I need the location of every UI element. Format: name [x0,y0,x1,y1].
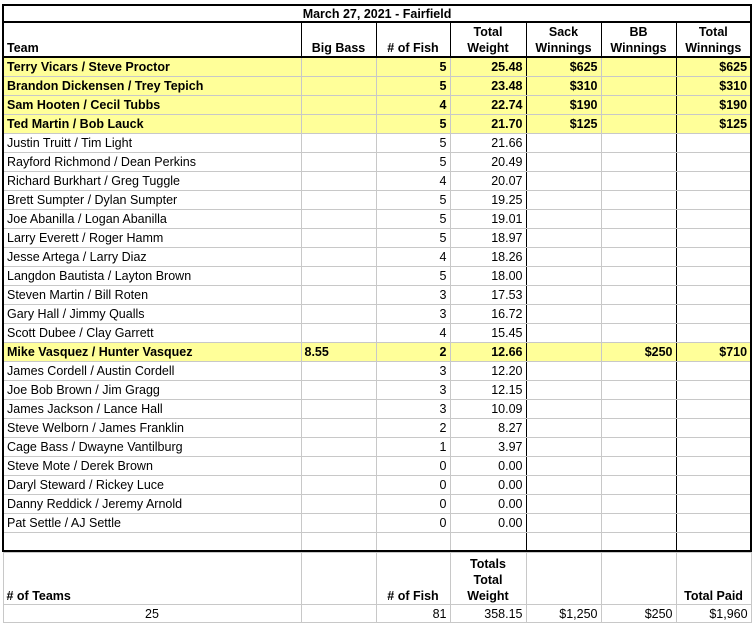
fish-count-cell: 5 [376,190,450,209]
footer-sack-total: $1,250 [526,605,601,623]
big-bass-cell [301,114,376,133]
bb-winnings-cell [601,95,676,114]
big-bass-cell [301,171,376,190]
footer-totals-line1: Totals [470,557,506,571]
bb-winnings-cell [601,456,676,475]
team-name-cell: Cage Bass / Dwayne Vantilburg [3,437,301,456]
total-weight-cell: 20.07 [450,171,526,190]
team-name-cell: Gary Hall / Jimmy Qualls [3,304,301,323]
table-row [3,380,751,399]
team-name-cell: Brett Sumpter / Dylan Sumpter [3,190,301,209]
table-row [3,266,751,285]
total-winnings-cell [676,380,751,399]
footer-total-weight-line1: Total [473,573,503,587]
sack-winnings-cell [526,209,601,228]
team-name-cell: Sam Hooten / Cecil Tubbs [3,95,301,114]
table-row [3,285,751,304]
bb-winnings-cell [601,399,676,418]
total-weight-cell: 18.97 [450,228,526,247]
fish-count-cell: 0 [376,456,450,475]
fish-count-cell: 5 [376,152,450,171]
table-row [3,190,751,209]
total-weight-cell: 21.70 [450,114,526,133]
team-name-cell: Brandon Dickensen / Trey Tepich [3,76,301,95]
table-row [3,304,751,323]
big-bass-cell [301,494,376,513]
sack-winnings-cell [526,247,601,266]
bb-winnings-cell [601,323,676,342]
table-row [3,76,751,95]
total-winnings-cell [676,418,751,437]
table-row [3,342,751,361]
header-num-fish: # of Fish [376,22,450,57]
total-weight-cell: 18.00 [450,266,526,285]
footer-bb-total: $250 [601,605,676,623]
big-bass-cell [301,304,376,323]
table-row [3,152,751,171]
total-winnings-cell [676,152,751,171]
sack-winnings-cell [526,361,601,380]
footer-totals-label [450,553,526,605]
footer-total-paid: $1,960 [676,605,751,623]
sack-winnings-cell [526,475,601,494]
big-bass-cell [301,266,376,285]
header-bb-winnings [601,22,676,57]
total-weight-cell: 12.20 [450,361,526,380]
sack-winnings-cell [526,437,601,456]
results-spreadsheet [2,4,750,623]
big-bass-cell [301,361,376,380]
sack-winnings-cell [526,418,601,437]
total-weight-cell: 25.48 [450,57,526,76]
fish-count-cell: 3 [376,361,450,380]
total-winnings-cell [676,285,751,304]
bb-winnings-cell [601,57,676,76]
team-name-cell: Joe Bob Brown / Jim Gragg [3,380,301,399]
fish-count-cell: 3 [376,304,450,323]
team-name-cell: Terry Vicars / Steve Proctor [3,57,301,76]
header-team: Team [3,22,301,57]
table-row [3,361,751,380]
total-weight-cell: 0.00 [450,475,526,494]
team-name-cell: Larry Everett / Roger Hamm [3,228,301,247]
table-row [3,95,751,114]
big-bass-cell [301,513,376,532]
table-row [3,323,751,342]
bb-winnings-cell [601,437,676,456]
footer-num-teams: 25 [3,605,301,623]
sack-winnings-cell [526,190,601,209]
sack-winnings-cell: $625 [526,57,601,76]
big-bass-cell [301,285,376,304]
header-row [3,22,751,57]
team-name-cell: Joe Abanilla / Logan Abanilla [3,209,301,228]
bb-winnings-cell [601,361,676,380]
total-weight-cell: 21.66 [450,133,526,152]
total-winnings-cell [676,133,751,152]
footer-total-paid-label: Total Paid [676,553,751,605]
total-weight-cell: 19.25 [450,190,526,209]
sack-winnings-cell [526,323,601,342]
total-winnings-cell [676,171,751,190]
footer-num-fish: 81 [376,605,450,623]
table-row [3,399,751,418]
bb-winnings-cell [601,114,676,133]
team-name-cell: Langdon Bautista / Layton Brown [3,266,301,285]
total-weight-cell: 12.15 [450,380,526,399]
sack-winnings-cell: $310 [526,76,601,95]
bb-winnings-cell [601,418,676,437]
total-weight-cell: 0.00 [450,513,526,532]
total-winnings-cell [676,209,751,228]
big-bass-cell: 8.55 [301,342,376,361]
total-winnings-cell [676,190,751,209]
fish-count-cell: 4 [376,323,450,342]
total-weight-cell: 19.01 [450,209,526,228]
total-winnings-cell: $190 [676,95,751,114]
team-name-cell: Steven Martin / Bill Roten [3,285,301,304]
total-winnings-cell [676,399,751,418]
big-bass-cell [301,209,376,228]
bb-winnings-cell [601,190,676,209]
sack-winnings-cell [526,380,601,399]
table-row [3,418,751,437]
fish-count-cell: 5 [376,57,450,76]
team-name-cell: Steve Welborn / James Franklin [3,418,301,437]
bb-winnings-cell [601,133,676,152]
big-bass-cell [301,418,376,437]
total-winnings-cell [676,323,751,342]
table-row [3,247,751,266]
fish-count-cell: 3 [376,380,450,399]
bb-winnings-cell: $250 [601,342,676,361]
title-row [3,5,751,22]
team-name-cell: Mike Vasquez / Hunter Vasquez [3,342,301,361]
sack-winnings-cell: $125 [526,114,601,133]
total-winnings-cell [676,513,751,532]
sheet-title: March 27, 2021 - Fairfield [3,5,751,22]
bb-winnings-cell [601,228,676,247]
sack-winnings-cell [526,494,601,513]
total-winnings-cell: $710 [676,342,751,361]
footer-total-weight: 358.15 [450,605,526,623]
sack-winnings-cell [526,399,601,418]
total-winnings-cell [676,247,751,266]
sack-winnings-cell [526,342,601,361]
fish-count-cell: 4 [376,95,450,114]
fish-count-cell: 2 [376,342,450,361]
team-name-cell: Scott Dubee / Clay Garrett [3,323,301,342]
header-sack-line1: Sack [548,25,579,39]
bb-winnings-cell [601,304,676,323]
bb-winnings-cell [601,171,676,190]
footer-values-row [3,605,751,623]
total-weight-cell: 15.45 [450,323,526,342]
sack-winnings-cell [526,133,601,152]
total-winnings-cell [676,228,751,247]
team-name-cell: Rayford Richmond / Dean Perkins [3,152,301,171]
total-winnings-cell [676,266,751,285]
fish-count-cell: 4 [376,247,450,266]
team-name-cell: Danny Reddick / Jeremy Arnold [3,494,301,513]
sack-winnings-cell [526,285,601,304]
bb-winnings-cell [601,494,676,513]
bb-winnings-cell [601,475,676,494]
total-weight-cell: 17.53 [450,285,526,304]
fish-count-cell: 5 [376,114,450,133]
team-name-cell: Ted Martin / Bob Lauck [3,114,301,133]
table-row [3,494,751,513]
results-table [2,4,752,623]
footer-header-row [3,553,751,605]
table-row [3,171,751,190]
big-bass-cell [301,323,376,342]
team-name-cell: Richard Burkhart / Greg Tuggle [3,171,301,190]
big-bass-cell [301,475,376,494]
header-total-weight-line2: Weight [467,41,509,55]
big-bass-cell [301,247,376,266]
team-name-cell: Daryl Steward / Rickey Luce [3,475,301,494]
header-total-win-line1: Total [698,25,728,39]
sack-winnings-cell [526,228,601,247]
team-name-cell: Justin Truitt / Tim Light [3,133,301,152]
sack-winnings-cell [526,266,601,285]
total-weight-cell: 0.00 [450,494,526,513]
total-winnings-cell [676,361,751,380]
big-bass-cell [301,190,376,209]
fish-count-cell: 3 [376,285,450,304]
big-bass-cell [301,76,376,95]
table-row [3,228,751,247]
total-winnings-cell [676,304,751,323]
bb-winnings-cell [601,247,676,266]
header-total-weight [450,22,526,57]
fish-count-cell: 4 [376,171,450,190]
big-bass-cell [301,228,376,247]
header-total-win-line2: Winnings [685,41,742,55]
sack-winnings-cell [526,304,601,323]
table-row [3,133,751,152]
table-row [3,437,751,456]
header-total-winnings [676,22,751,57]
total-winnings-cell: $310 [676,76,751,95]
bb-winnings-cell [601,76,676,95]
sack-winnings-cell [526,152,601,171]
table-row [3,209,751,228]
fish-count-cell: 5 [376,209,450,228]
bb-winnings-cell [601,209,676,228]
big-bass-cell [301,380,376,399]
big-bass-cell [301,95,376,114]
header-bb-line1: BB [629,25,648,39]
bb-winnings-cell [601,513,676,532]
sack-winnings-cell: $190 [526,95,601,114]
bb-winnings-cell [601,266,676,285]
total-weight-cell: 20.49 [450,152,526,171]
fish-count-cell: 0 [376,513,450,532]
total-winnings-cell: $625 [676,57,751,76]
big-bass-cell [301,456,376,475]
total-weight-cell: 0.00 [450,456,526,475]
blank-row [3,532,751,551]
fish-count-cell: 5 [376,266,450,285]
total-weight-cell: 22.74 [450,95,526,114]
total-winnings-cell [676,456,751,475]
team-name-cell: James Jackson / Lance Hall [3,399,301,418]
header-sack-winnings [526,22,601,57]
fish-count-cell: 5 [376,76,450,95]
footer-num-teams-label: # of Teams [3,553,301,605]
sack-winnings-cell [526,171,601,190]
total-weight-cell: 8.27 [450,418,526,437]
big-bass-cell [301,437,376,456]
table-row [3,456,751,475]
big-bass-cell [301,133,376,152]
table-row [3,513,751,532]
big-bass-cell [301,399,376,418]
total-weight-cell: 3.97 [450,437,526,456]
table-row [3,57,751,76]
fish-count-cell: 3 [376,399,450,418]
bb-winnings-cell [601,285,676,304]
total-weight-cell: 10.09 [450,399,526,418]
total-winnings-cell [676,494,751,513]
sack-winnings-cell [526,456,601,475]
fish-count-cell: 0 [376,475,450,494]
header-sack-line2: Winnings [535,41,592,55]
total-weight-cell: 23.48 [450,76,526,95]
total-weight-cell: 18.26 [450,247,526,266]
total-winnings-cell: $125 [676,114,751,133]
big-bass-cell [301,152,376,171]
total-weight-cell: 16.72 [450,304,526,323]
fish-count-cell: 1 [376,437,450,456]
fish-count-cell: 2 [376,418,450,437]
bb-winnings-cell [601,152,676,171]
total-weight-cell: 12.66 [450,342,526,361]
team-name-cell: Pat Settle / AJ Settle [3,513,301,532]
fish-count-cell: 5 [376,133,450,152]
big-bass-cell [301,57,376,76]
table-row [3,114,751,133]
total-winnings-cell [676,475,751,494]
sack-winnings-cell [526,513,601,532]
footer-num-fish-label: # of Fish [376,553,450,605]
footer-total-weight-line2: Weight [467,589,509,603]
team-name-cell: Steve Mote / Derek Brown [3,456,301,475]
fish-count-cell: 0 [376,494,450,513]
team-name-cell: Jesse Artega / Larry Diaz [3,247,301,266]
team-name-cell: James Cordell / Austin Cordell [3,361,301,380]
header-total-weight-line1: Total [473,25,503,39]
header-big-bass: Big Bass [301,22,376,57]
bb-winnings-cell [601,380,676,399]
header-bb-line2: Winnings [610,41,667,55]
total-winnings-cell [676,437,751,456]
table-row [3,475,751,494]
fish-count-cell: 5 [376,228,450,247]
